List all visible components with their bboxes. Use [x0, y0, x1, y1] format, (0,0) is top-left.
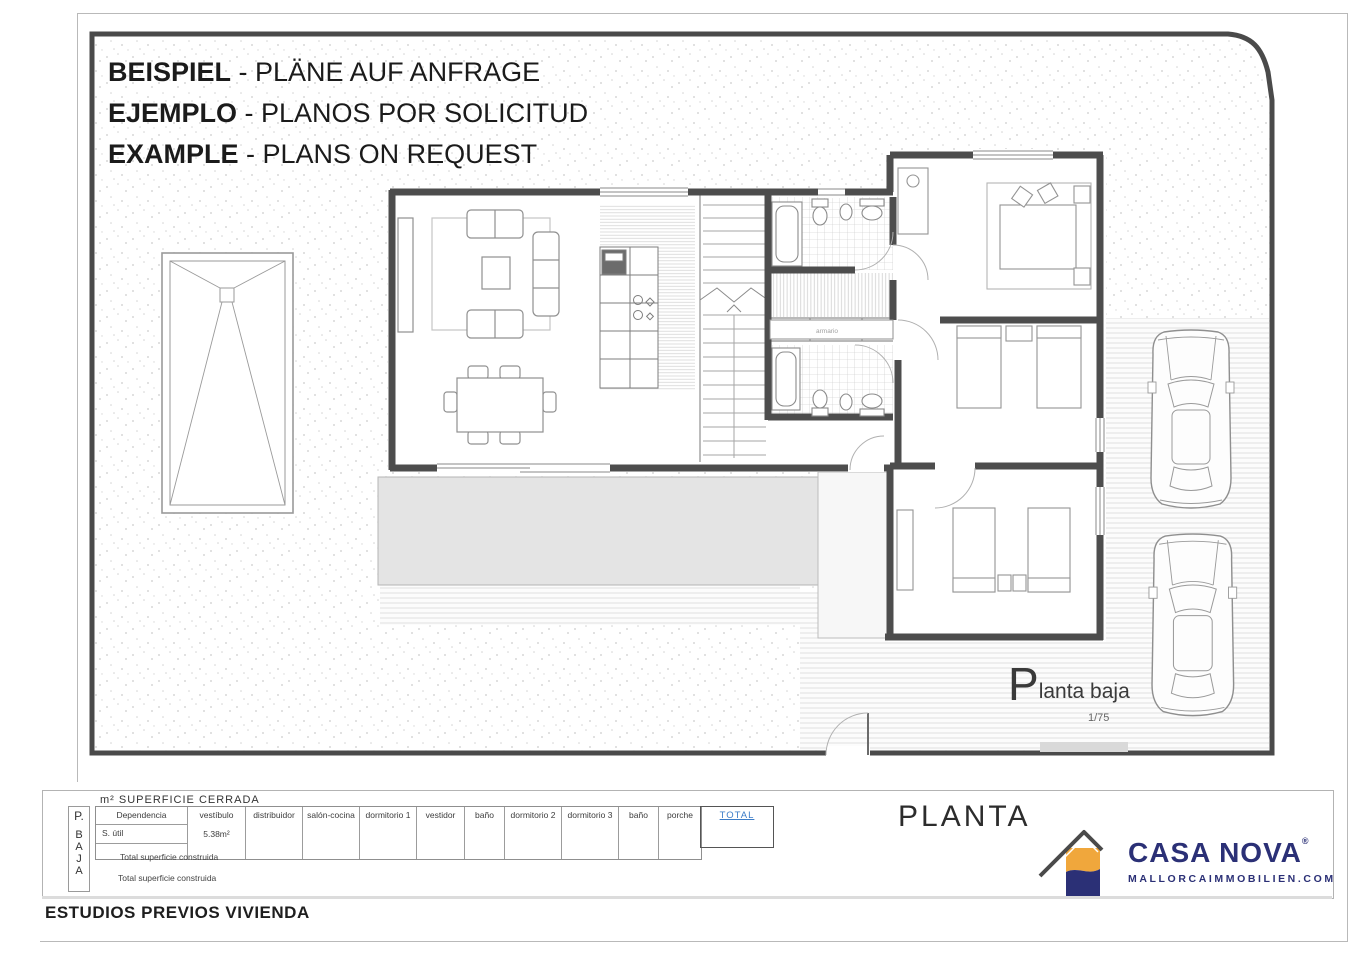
note-total-2: Total superficie construida	[118, 873, 217, 883]
col-header: porche	[667, 810, 693, 820]
corridor-floor	[770, 273, 893, 317]
plan-scale: 1/75	[1088, 712, 1110, 724]
col-header: dormitorio 3	[567, 810, 613, 820]
sheet-title: ESTUDIOS PREVIOS VIVIENDA	[45, 903, 310, 922]
total-label: TOTAL	[719, 810, 755, 821]
bidet	[840, 394, 852, 410]
nightstand	[1074, 186, 1090, 203]
wardrobe	[897, 510, 913, 590]
total-cell	[700, 806, 774, 848]
col-bano-2	[619, 807, 659, 859]
chaise	[533, 232, 559, 316]
logo-texts	[1128, 826, 1336, 885]
plan-title	[1008, 658, 1130, 710]
col-header: dormitorio 1	[365, 810, 411, 820]
toilet-tank	[812, 408, 828, 416]
double-bed	[1000, 205, 1076, 269]
nightstand	[1006, 326, 1032, 341]
toilet	[813, 390, 827, 408]
floor-group-label	[68, 806, 90, 892]
col-header: baño	[475, 810, 494, 820]
col-header: vestíbulo	[199, 810, 234, 820]
section-title: PLANTA	[898, 800, 1031, 833]
kitchen-units	[600, 247, 658, 388]
row-label: S. útil	[96, 825, 187, 844]
header-line-de: BEISPIEL - PLÄNE AUF ANFRAGE	[108, 57, 541, 87]
hall-closet	[770, 320, 893, 339]
porch	[818, 472, 888, 638]
col-porche	[659, 807, 701, 859]
col-distribuidor	[246, 807, 303, 859]
col-header: Dependencia	[96, 807, 187, 825]
col-header: baño	[629, 810, 648, 820]
floor-group-baja: BAJA	[75, 829, 83, 877]
header-line-en: EXAMPLE - PLANS ON REQUEST	[108, 139, 538, 169]
header-note	[108, 52, 588, 175]
sideboard	[398, 218, 413, 332]
col-header: salón-cocina	[307, 810, 355, 820]
floor-group-p: P.	[74, 809, 84, 823]
toilet-tank	[812, 199, 828, 207]
pool	[162, 253, 293, 513]
car-1	[1148, 330, 1234, 508]
col-bano-1	[465, 807, 505, 859]
closet-label: armario	[816, 328, 839, 335]
nightstand	[1013, 575, 1026, 591]
terrace	[378, 477, 820, 585]
dining-table	[457, 378, 543, 432]
toilet	[813, 207, 827, 225]
col-header: dormitorio 2	[510, 810, 556, 820]
frame-bottom	[40, 941, 1348, 942]
house-icon	[1038, 826, 1120, 902]
col-header: vestidor	[425, 810, 456, 820]
plan-title-rest: lanta baja	[1038, 680, 1130, 703]
bidet	[840, 204, 852, 220]
col-dormitorio-1	[360, 807, 417, 859]
col-header: distribuidor	[253, 810, 295, 820]
brand-name: CASA NOVA®	[1128, 836, 1310, 868]
coffee-table	[482, 257, 510, 289]
note-total-1: Total superficie construida	[120, 852, 219, 862]
table-title: m² SUPERFICIE CERRADA	[100, 794, 260, 806]
sink	[862, 394, 882, 408]
nightstand	[1074, 268, 1090, 285]
nightstand	[998, 575, 1011, 591]
plan-title-initial: P	[1008, 658, 1039, 710]
col-salon-cocina	[303, 807, 360, 859]
dining-set	[444, 366, 556, 444]
col-dormitorio-3	[562, 807, 619, 859]
col-dormitorio-2	[505, 807, 562, 859]
brand-domain: MALLORCAIMMOBILIEN.COM	[1128, 873, 1336, 885]
casa-nova-logo	[1038, 826, 1336, 902]
header-line-es: EJEMPLO - PLANOS POR SOLICITUD	[108, 98, 589, 128]
wardrobe	[898, 168, 928, 234]
registered-mark: ®	[1301, 836, 1310, 846]
sink	[862, 206, 882, 220]
col-vestidor	[417, 807, 465, 859]
car-2	[1149, 534, 1237, 716]
cell-value: 5.38m²	[203, 829, 230, 839]
